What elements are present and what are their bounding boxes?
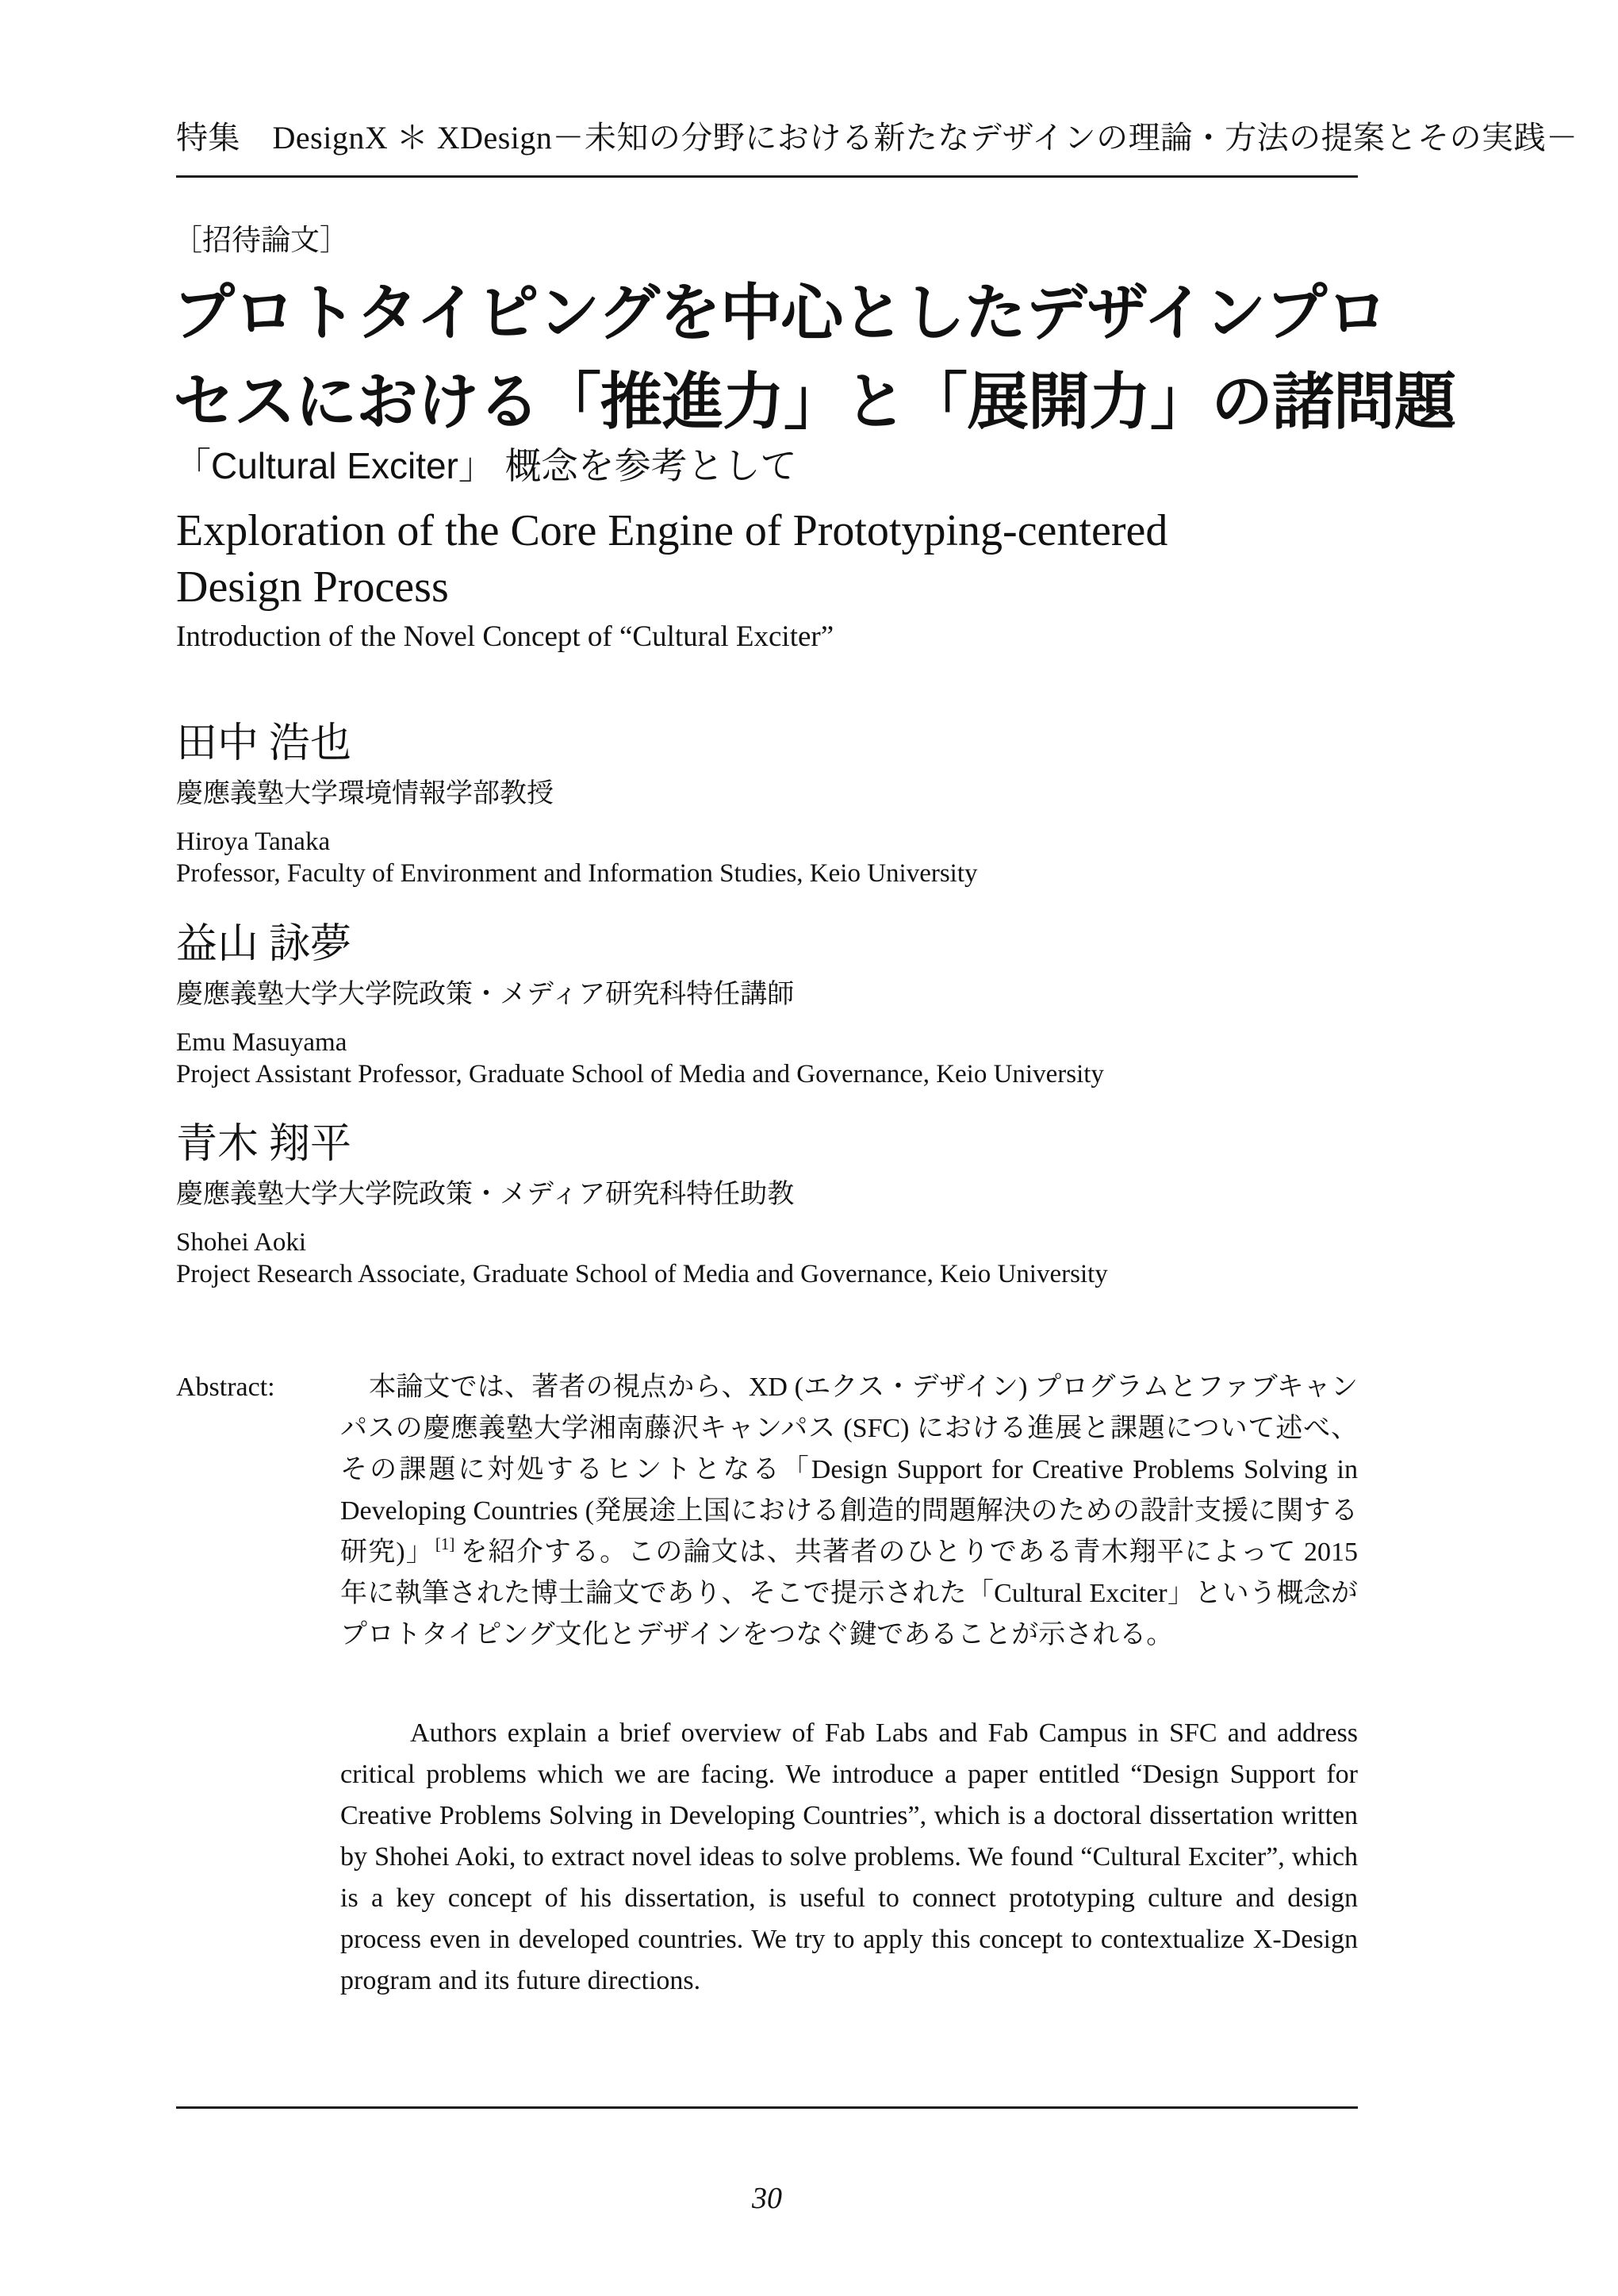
title-en-line1: Exploration of the Core Engine of Prototyping-centered (176, 506, 1168, 555)
title-jp-line2: セスにおける「推進力」と「展開力」の諸問題 (173, 367, 1456, 436)
reference-marker-1: [1] (435, 1534, 455, 1553)
author-affiliation-japanese: 慶應義塾大学大学院政策・メディア研究科特任助教 (176, 1180, 795, 1209)
subtitle-english: Introduction of the Novel Concept of “Cultural Exciter” (176, 620, 834, 653)
author-name-english: Hiroya Tanaka (176, 827, 331, 856)
title-jp-line1: プロトタイピングを中心としたデザインプロ (173, 278, 1388, 347)
author-name-english: Shohei Aoki (176, 1228, 307, 1257)
special-issue-running-head: 特集 DesignX ＊ XDesign－未知の分野における新たなデザインの理論・方法の提案とその実践－ (176, 120, 1578, 155)
author-name-japanese: 田中 浩也 (176, 721, 352, 766)
title-english (176, 503, 1167, 616)
author-affiliation-japanese: 慶應義塾大学環境情報学部教授 (176, 779, 554, 808)
author-name-japanese: 青木 翔平 (176, 1122, 352, 1167)
author-block-masuyama (176, 919, 1104, 1090)
title-en-line2: Design Process (176, 562, 449, 612)
author-affiliation-english: Project Assistant Professor, Graduate School of Media and Governance, Keio University (176, 1060, 1104, 1088)
abstract-japanese-text-continued: を紹介する。この論文は、共著者のひとりである青木翔平によって 2015 年に執筆された博士論文であり、そこで提示された「Cultural Exciter」という概念がプロトタイピング文化とデザインをつなぐ鍵であることが示される。 (340, 1538, 1358, 1649)
abstract-japanese (340, 1367, 1358, 1656)
author-name-japanese: 益山 詠夢 (176, 922, 352, 967)
abstract-english: Authors explain a brief overview of Fab Labs and Fab Campus in SFC and address critical problems which we are facing. We introduce a paper entitled “Design Support for Creative Problems Solving in Developing Countries”, which is a doctoral dissertation written by Shohei Aoki, to extract novel ideas to solve problems. We found “Cultural Exciter”, which is a key concept of his dissertation, is useful to connect prototyping culture and design process even in developed countries. We try to apply this concept to contextualize X-Design program and its future directions. (340, 1718, 1358, 1995)
header-rule (176, 175, 1358, 178)
abstract-section (176, 1367, 1358, 2002)
author-affiliation-japanese: 慶應義塾大学大学院政策・メディア研究科特任講師 (176, 980, 795, 1009)
subtitle-japanese: 「Cultural Exciter」 概念を参考として (174, 445, 797, 486)
author-name-english: Emu Masuyama (176, 1028, 347, 1057)
footer-rule (176, 2106, 1358, 2109)
author-block-aoki (176, 1119, 1108, 1290)
category-label: ［招待論文］ (173, 225, 349, 257)
abstract-label: Abstract: (176, 1373, 275, 1402)
author-affiliation-english: Professor, Faculty of Environment and Information Studies, Keio University (176, 859, 978, 888)
title-japanese (173, 268, 1455, 446)
page-number: 30 (752, 2182, 782, 2215)
author-affiliation-english: Project Research Associate, Graduate School of Media and Governance, Keio University (176, 1260, 1108, 1288)
abstract-japanese-text: 本論文では、著者の視点から、XD (エクス・デザイン) プログラムとファブキャンパスの慶應義塾大学湘南藤沢キャンパス (SFC) における進展と課題について述べ、その課題に対処するヒントとなる「Design Support for Creative Problems Solving in Developing Countries (発展途上国における創造的問題解決のための設計支援に関する研究)」 (340, 1373, 1358, 1567)
author-block-tanaka (176, 718, 978, 889)
abstract-body (340, 1367, 1358, 2002)
